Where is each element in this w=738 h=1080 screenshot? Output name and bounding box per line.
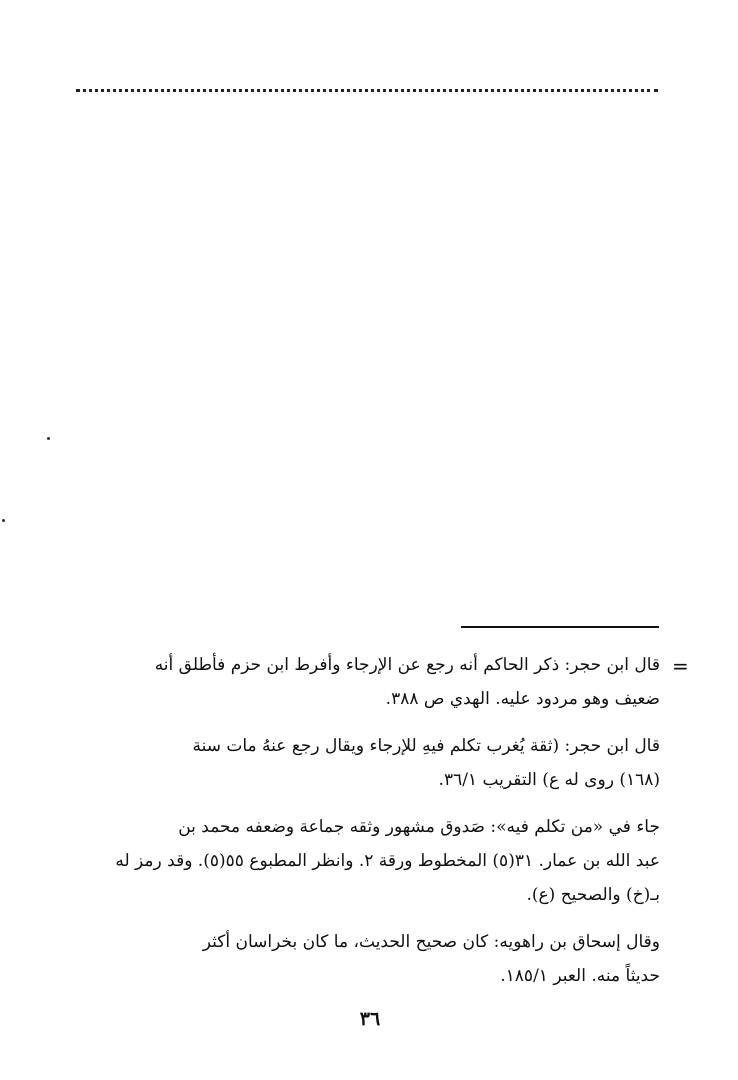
header-dotted-rule [76,89,658,92]
footnote-line: (١٦٨) روى له ع) التقريب ٣٦/١. [438,770,660,790]
footnote-line: جاء في «من تكلم فيه»: صَدوق مشهور وثقه جماعة وضعفه محمد بن [178,817,660,837]
footnote [64,810,660,912]
footnote-line: ضعيف وهو مردود عليه. الهدي ص ٣٨٨. [385,689,660,709]
footnote-separator [461,626,659,628]
footnote [64,925,660,993]
footnote-line: قال ابن حجر: ذكر الحاكم أنه رجع عن الإرجاء وأفرط ابن حزم فأطلق أنه [154,655,660,675]
scan-speck [2,519,5,522]
scan-speck [47,437,50,440]
footnote-line: بـ(خ) والصحيح (ع). [526,885,660,905]
footnote-line: قال ابن حجر: (ثقة يُغرب تكلم فيهِ للإرجاء ويقال رجع عنهُ مات سنة [192,736,660,756]
page-number: ٣٦ [359,1008,381,1030]
footnotes-block [64,648,660,1006]
footnote [64,729,660,797]
continuation-mark: = [672,654,689,678]
footnote-line: حديثاً منه. العبر ١٨٥/١. [500,966,660,986]
footnote-line: وقال إسحاق بن راهويه: كان صحيح الحديث، ما كان بخراسان أكثر [202,932,660,952]
footnote-line: عبد الله بن عمار. ٣١(٥) المخطوط ورقة ٢. وانظر المطبوع ٥٥(٥). وقد رمز له [115,851,660,871]
footnote [64,648,660,716]
